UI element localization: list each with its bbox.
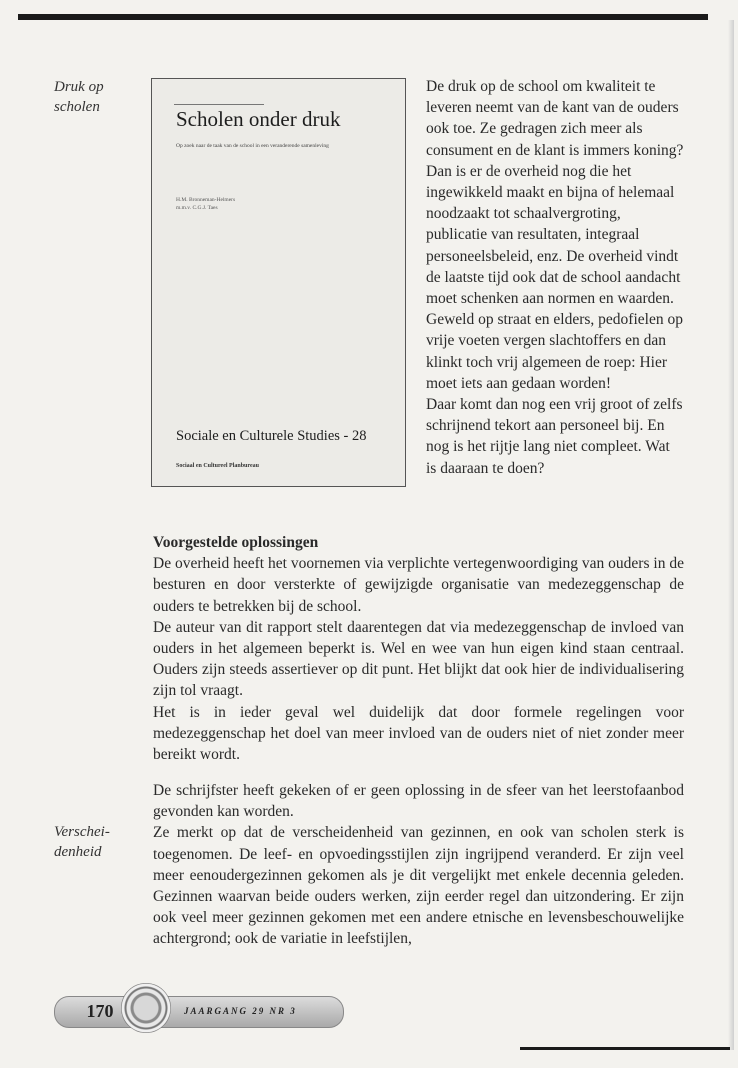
- seal-emblem-icon: [121, 983, 171, 1033]
- cover-subtitle: Op zoek naar de taak van de school in een veranderende samenleving: [176, 143, 329, 149]
- bottom-rule: [520, 1047, 730, 1050]
- paragraph: Ze merkt op dat de verscheidenheid van gezinnen, en ook van scholen sterk is toegenomen. De leef- en opvoedingsstijlen zijn ingrijpend veranderd. Er zijn veel meer eenoudergezinnen gekomen als je dit vergelijkt met enkele decennia geleden. Gezinnen waarvan beide ouders werken, zijn eerder regel dan uitzondering. Er zijn ook veel meer gezinnen gekomen met een andere etnische en levensbeschouwelijke achtergrond; ook de variatie in leefstijlen,: [153, 824, 684, 948]
- margin-note-line: denheid: [54, 844, 102, 860]
- cover-author: m.m.v. C.G.J. Taes: [176, 205, 218, 211]
- volume-label: JAARGANG 29 NR 3: [184, 1006, 297, 1016]
- paragraph: Het is in ieder geval wel duidelijk dat door formele regelingen voor medezeggenschap het doel van meer invloed van de ouders niet of niet zonder meer bereikt wordt.: [153, 703, 684, 764]
- page-number: 170: [86, 1001, 114, 1021]
- top-rule: [18, 14, 708, 20]
- margin-note-verscheidenheid: [54, 822, 134, 862]
- margin-note-druk-op-scholen: [54, 77, 134, 117]
- paragraph: Dan is er de overheid nog die het ingewikkeld maakt en bijna of helemaal noodzaakt tot schaalvergroting, publicatie van resultaten, integraal personeelsbeleid, enz. De overheid vindt de laatste tijd ook dat de school aandacht moet schenken aan normen en waarden. Geweld op straat en elders, pedofielen op vrije voeten vergen slachtoffers en dan klinkt toch vrij algemeen de roep: Hier moet iets aan gedaan worden!: [426, 162, 683, 392]
- section-heading: Voorgestelde oplossingen: [153, 534, 319, 551]
- margin-note-line: scholen: [54, 99, 100, 115]
- section-oplossingen: [153, 532, 684, 765]
- margin-note-line: Verschei-: [54, 824, 110, 840]
- paragraph: De auteur van dit rapport stelt daarentegen dat via medezeggenschap de invloed van ouders in het algemeen beperkt is. Wel en wee van hun eigen kind staan centraal. Ouders zijn steeds assertiever op dit punt. Het blijkt dat ook hier de individualisering zijn tol vraagt.: [153, 618, 684, 700]
- paragraph: De overheid heeft het voornemen via verplichte vertegenwoordiging van ouders in de besturen en door versterkte of gewijzigde organisatie van medezeggenschap de ouders te betrekken bij de school.: [153, 555, 684, 615]
- cover-authors: [176, 196, 235, 212]
- book-cover: [151, 78, 406, 487]
- margin-note-line: Druk op: [54, 79, 104, 95]
- cover-rule: [174, 104, 264, 105]
- right-column-text: [426, 76, 684, 479]
- paragraph: Daar komt dan nog een vrij groot of zelfs schrijnend tekort aan personeel bij. En nog is het rijtje lang niet compleet. Wat is daaraan te doen?: [426, 396, 683, 477]
- cover-author: H.M. Bronneman-Helmers: [176, 197, 236, 203]
- section-leerstofaanbod: [153, 780, 684, 950]
- cover-title: Scholen onder druk: [176, 107, 341, 131]
- paragraph: De schrijfster heeft gekeken of er geen oplossing in de sfeer van het leerstofaanbod gevonden kan worden.: [153, 782, 684, 821]
- cover-publisher: Sociaal en Cultureel Planbureau: [176, 463, 259, 469]
- paragraph: De druk op de school om kwaliteit te leveren neemt van de kant van de ouders ook toe. Ze gedragen zich meer als consument en de klant is immers koning?: [426, 78, 684, 159]
- cover-series-title: Sociale en Culturele Studies - 28: [176, 428, 367, 444]
- page-edge-shadow: [728, 20, 734, 1050]
